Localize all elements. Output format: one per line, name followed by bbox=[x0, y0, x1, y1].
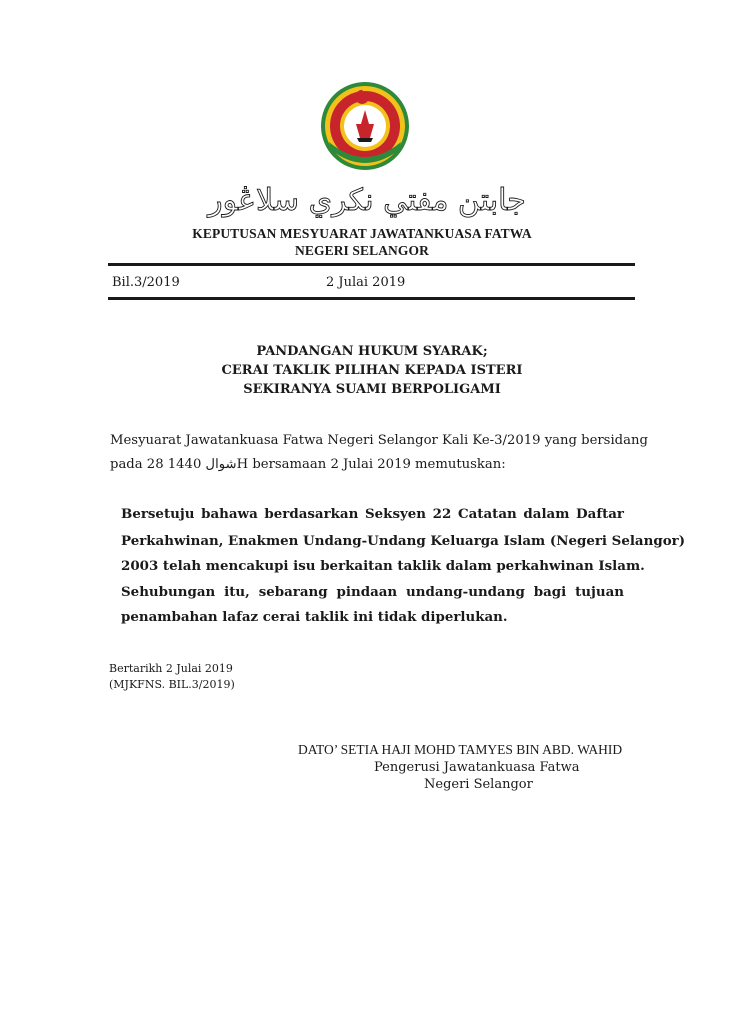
jabatan-mufti-crest-icon bbox=[319, 80, 411, 172]
arabic-calligraphy-text: جابتن مفتي نكري سلاڠور bbox=[208, 183, 526, 218]
arabic-calligraphy-header bbox=[208, 174, 526, 226]
divider-bottom bbox=[108, 297, 635, 300]
intro-paragraph-line-2: pada 28 شوال 1440H bersamaan 2 Julai 2019 memutuskan: bbox=[110, 457, 506, 472]
decision-line-3: 2003 telah mencakupi isu berkaitan taklik dalam perkahwinan Islam. bbox=[121, 558, 645, 574]
divider-top bbox=[108, 263, 635, 266]
org-title-line-2: NEGERI SELANGOR bbox=[295, 243, 429, 258]
signatory-title-1: Pengerusi Jawatankuasa Fatwa bbox=[374, 760, 580, 775]
signatory-name: DATO’ SETIA HAJI MOHD TAMYES BIN ABD. WAHID bbox=[298, 742, 623, 757]
subject-line-3: SEKIRANYA SUAMI BERPOLIGAMI bbox=[243, 382, 501, 397]
signatory-title-2: Negeri Selangor bbox=[424, 777, 533, 792]
subject-line-1: PANDANGAN HUKUM SYARAK; bbox=[256, 344, 488, 359]
subject-line-2: CERAI TAKLIK PILIHAN KEPADA ISTERI bbox=[221, 363, 523, 378]
intro-paragraph-line-1: Mesyuarat Jawatankuasa Fatwa Negeri Selangor Kali Ke-3/2019 yang bersidang bbox=[110, 433, 648, 448]
decision-line-4: Sehubungan itu, sebarang pindaan undang-undang bagi tujuan bbox=[121, 584, 624, 600]
org-title-line-1: KEPUTUSAN MESYUARAT JAWATANKUASA FATWA bbox=[192, 226, 532, 241]
reference-number: Bil.3/2019 bbox=[112, 275, 180, 290]
decision-line-1: Bersetuju bahawa berdasarkan Seksyen 22 Catatan dalam Daftar bbox=[121, 506, 624, 522]
reference-code: (MJKFNS. BIL.3/2019) bbox=[109, 678, 235, 691]
document-date: 2 Julai 2019 bbox=[326, 275, 406, 290]
decision-line-2: Perkahwinan, Enakmen Undang-Undang Keluarga Islam (Negeri Selangor) bbox=[121, 533, 686, 549]
decision-line-5: penambahan lafaz cerai taklik ini tidak diperlukan. bbox=[121, 609, 508, 625]
dated-note: Bertarikh 2 Julai 2019 bbox=[109, 662, 233, 675]
